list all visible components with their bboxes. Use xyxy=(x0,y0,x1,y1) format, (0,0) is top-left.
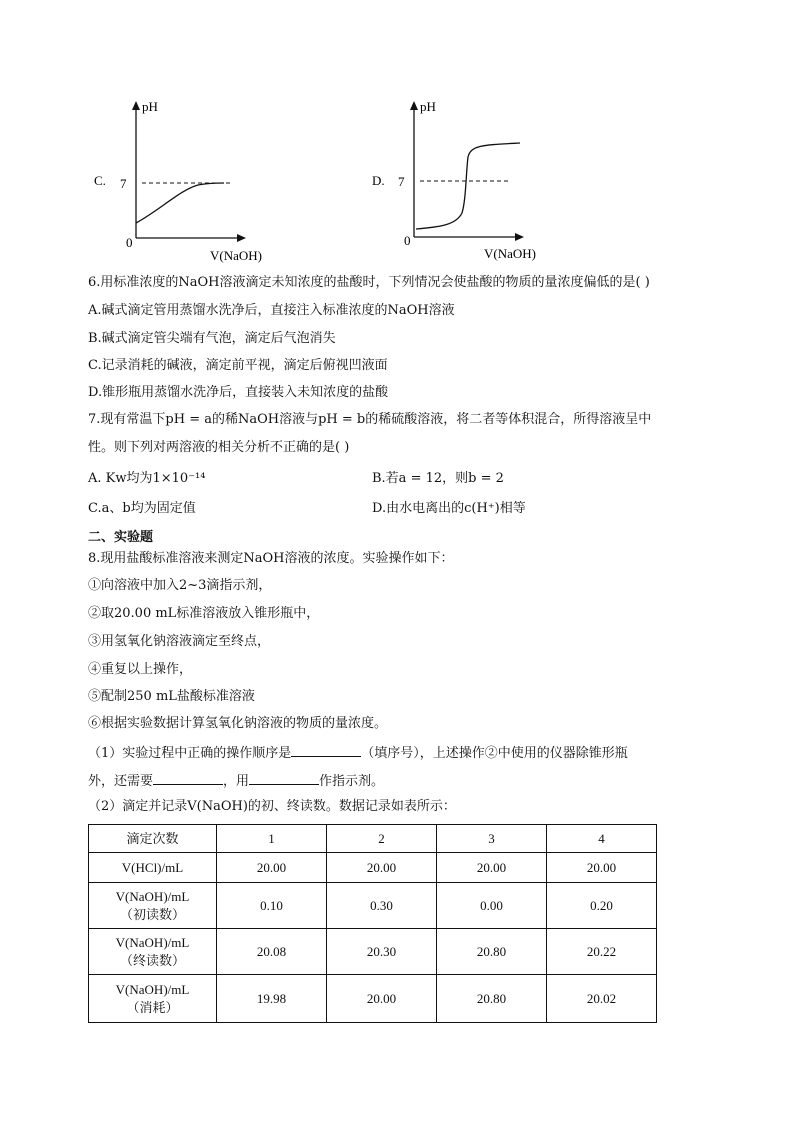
table-cell: 20.08 xyxy=(217,929,327,975)
table-cell: 19.98 xyxy=(217,975,327,1023)
table-row-label xyxy=(89,975,217,1023)
table-cell: 20.80 xyxy=(437,975,547,1023)
table-header-cell: 1 xyxy=(217,825,327,853)
answer-blank-order[interactable] xyxy=(291,742,361,757)
table-cell: 20.02 xyxy=(547,975,657,1023)
graph-d-curve xyxy=(416,143,520,229)
table-header-row xyxy=(89,825,657,853)
table-header-cell: 3 xyxy=(437,825,547,853)
table-cell: 20.00 xyxy=(327,975,437,1023)
q8-step-3: ③用氢氧化钠溶液滴定至终点， xyxy=(88,634,271,649)
table-cell: 20.30 xyxy=(327,929,437,975)
section-heading: 二、实验题 xyxy=(88,530,154,545)
answer-blank-indicator[interactable] xyxy=(249,770,319,785)
q8-step-1: ①向溶液中加入2~3滴指示剂， xyxy=(88,578,272,593)
table-cell: 20.00 xyxy=(327,853,437,883)
table-row xyxy=(89,883,657,929)
table-cell: 20.00 xyxy=(217,853,327,883)
graph-d-option: D. xyxy=(372,173,385,188)
row-label-sub: （终读数） xyxy=(119,952,185,968)
graph-d xyxy=(368,95,568,265)
graph-d-svg xyxy=(368,95,568,265)
table-cell: 0.00 xyxy=(437,883,547,929)
graph-c-x-arrow xyxy=(237,234,246,242)
graph-c-svg xyxy=(90,95,290,265)
graph-d-ref: 7 xyxy=(398,174,405,189)
q7-stem-line1: 7.现有常温下pH = a的稀NaOH溶液与pH = b的稀硫酸溶液，将二者等体积混合，所得溶液呈中 xyxy=(88,412,652,427)
table-cell: 20.00 xyxy=(547,853,657,883)
row-label-line: V(HCl)/mL xyxy=(121,859,184,875)
table-row xyxy=(89,929,657,975)
q6-stem: 6.用标准浓度的NaOH溶液滴定未知浓度的盐酸时，下列情况会使盐酸的物质的量浓度偏低的是( ) xyxy=(88,275,650,290)
q8-p1-text1: （1）实验过程中正确的操作顺序是 xyxy=(88,746,292,761)
table-cell: 20.00 xyxy=(437,853,547,883)
q8-p1-text5: 作指示剂。 xyxy=(319,774,385,789)
graph-d-x-arrow xyxy=(515,233,524,241)
q6-option-d: D.锥形瓶用蒸馏水洗净后，直接装入未知浓度的盐酸 xyxy=(88,385,389,400)
q6-option-b: B.碱式滴定管尖端有气泡，滴定后气泡消失 xyxy=(88,331,336,346)
q8-stem: 8.现用盐酸标准溶液来测定NaOH溶液的浓度。实验操作如下： xyxy=(88,551,454,566)
graph-d-ylabel: pH xyxy=(420,99,436,114)
q8-p1-text3: 外，还需要 xyxy=(88,774,154,789)
row-label-line: V(NaOH)/mL xyxy=(115,934,190,950)
graph-c-y-arrow xyxy=(132,101,140,110)
row-label-line: V(NaOH)/mL xyxy=(115,888,190,904)
table-cell: 0.10 xyxy=(217,883,327,929)
answer-blank-instrument[interactable] xyxy=(153,770,223,785)
q6-option-c: C.记录消耗的碱液，滴定前平视，滴定后俯视凹液面 xyxy=(88,358,388,373)
table-header-cell: 4 xyxy=(547,825,657,853)
table-row-label xyxy=(89,853,217,883)
graph-d-origin: 0 xyxy=(404,233,411,248)
q7-option-c: C.a、b均为固定值 xyxy=(88,501,196,516)
graph-c xyxy=(90,95,290,265)
q8-step-2: ②取20.00 mL标准溶液放入锥形瓶中， xyxy=(88,606,320,621)
q8-part2: （2）滴定并记录V(NaOH)的初、终读数。数据记录如表所示： xyxy=(88,799,456,814)
q8-part1-line1 xyxy=(88,742,628,764)
q8-step-4: ④重复以上操作， xyxy=(88,662,193,677)
q8-part1-line2 xyxy=(88,770,384,792)
table-row xyxy=(89,975,657,1023)
graph-c-option: C. xyxy=(94,173,106,188)
q8-step-5: ⑤配制250 mL盐酸标准溶液 xyxy=(88,689,255,704)
table-cell: 0.30 xyxy=(327,883,437,929)
table-header-cell: 滴定次数 xyxy=(89,825,217,853)
graph-d-y-arrow xyxy=(410,101,418,110)
graph-c-ref: 7 xyxy=(120,176,127,191)
q7-option-b: B.若a = 12，则b = 2 xyxy=(372,471,504,486)
row-label-sub: （消耗） xyxy=(126,999,179,1015)
q8-step-6: ⑥根据实验数据计算氢氧化钠溶液的物质的量浓度。 xyxy=(88,716,388,731)
table-row-label xyxy=(89,929,217,975)
graph-c-ylabel: pH xyxy=(142,99,158,114)
table-cell: 20.80 xyxy=(437,929,547,975)
table-row-label xyxy=(89,883,217,929)
q6-option-a: A.碱式滴定管用蒸馏水洗净后，直接注入标准浓度的NaOH溶液 xyxy=(88,303,455,318)
table-header-cell: 2 xyxy=(327,825,437,853)
graph-c-curve xyxy=(136,183,224,223)
q8-p1-text2: （填序号），上述操作②中使用的仪器除锥形瓶 xyxy=(361,746,628,761)
q8-p1-text4: ，用 xyxy=(223,774,250,789)
q7-option-a: A. Kw均为1×10⁻¹⁴ xyxy=(88,471,206,486)
table-cell: 0.20 xyxy=(547,883,657,929)
q7-option-d: D.由水电离出的c(H⁺)相等 xyxy=(372,501,526,516)
table-cell: 20.22 xyxy=(547,929,657,975)
q7-stem-line2: 性。则下列对两溶液的相关分析不正确的是( ) xyxy=(88,440,350,455)
row-label-sub: （初读数） xyxy=(119,906,185,922)
graph-c-xlabel: V(NaOH) xyxy=(210,248,262,263)
titration-table xyxy=(88,824,657,1023)
row-label-line: V(NaOH)/mL xyxy=(115,981,190,997)
graph-c-origin: 0 xyxy=(126,235,133,250)
graph-d-xlabel: V(NaOH) xyxy=(484,246,536,261)
table-row xyxy=(89,853,657,883)
